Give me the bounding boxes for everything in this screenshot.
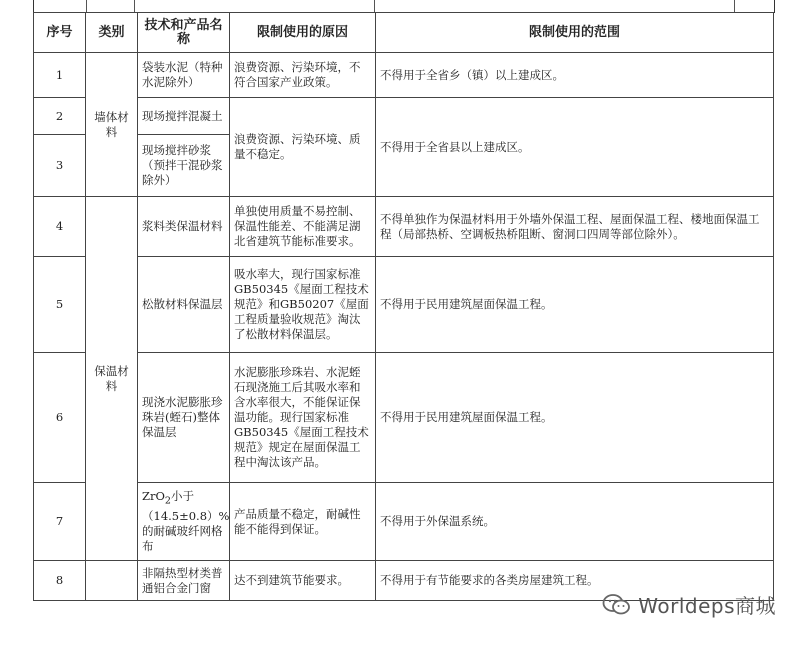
table-row [34, 197, 774, 257]
row-reason: 吸水率大，现行国家标准GB50345《屋面工程技术规范》和GB50207《屋面工程质量验收规范》淘汰了松散材料保温层。 [230, 257, 376, 353]
row-name: 松散材料保温层 [138, 257, 230, 353]
header-reason: 限制使用的原因 [230, 13, 376, 53]
table-row [34, 53, 774, 98]
row-name-suffix: 小于（14.5±0.8）%的耐碱玻纤网格布 [142, 489, 230, 553]
row-name [138, 483, 230, 561]
row-index: 3 [34, 135, 86, 197]
row-index: 1 [34, 53, 86, 98]
row-index: 8 [34, 561, 86, 601]
header-scope: 限制使用的范围 [376, 13, 774, 53]
restricted-products-table [33, 12, 774, 601]
watermark-text: Worldeps商城 [638, 594, 776, 618]
row-index: 6 [34, 353, 86, 483]
wechat-icon [602, 593, 632, 617]
row-name-subscript: 2 [164, 495, 172, 507]
row-scope: 不得用于全省县以上建成区。 [376, 98, 774, 197]
row-scope: 不得用于有节能要求的各类房屋建筑工程。 [376, 561, 774, 601]
row-name: 浆料类保温材料 [138, 197, 230, 257]
header-name: 技术和产品名称 [138, 13, 230, 53]
row-reason: 浪费资源、污染环境，不符合国家产业政策。 [230, 53, 376, 98]
row-scope: 不得单独作为保温材料用于外墙外保温工程、屋面保温工程、楼地面保温工程（局部热桥、空调板热桥阻断、窗洞口四周等部位除外）。 [376, 197, 774, 257]
row-scope: 不得用于外保温系统。 [376, 483, 774, 561]
row-reason: 浪费资源、污染环境、质量不稳定。 [230, 98, 376, 197]
row-reason: 单独使用质量不易控制、保温性能差、不能满足湖北省建筑节能标准要求。 [230, 197, 376, 257]
row-name-prefix: ZrO [142, 489, 165, 504]
row-index: 7 [34, 483, 86, 561]
category-wall: 墙体材料 [86, 53, 138, 197]
watermark [602, 590, 776, 619]
row-name: 现浇水泥膨胀珍珠岩(蛭石)整体保温层 [138, 353, 230, 483]
row-index: 2 [34, 98, 86, 135]
header-category: 类别 [86, 13, 138, 53]
row-name: 袋装水泥（特种水泥除外） [138, 53, 230, 98]
row-name: 非隔热型材类普通铝合金门窗 [138, 561, 230, 601]
category-insulation: 保温材料 [86, 197, 138, 561]
row-scope: 不得用于民用建筑屋面保温工程。 [376, 257, 774, 353]
row-reason: 达不到建筑节能要求。 [230, 561, 376, 601]
header-index: 序号 [34, 13, 86, 53]
row-name: 现场搅拌混凝土 [138, 98, 230, 135]
row-reason: 产品质量不稳定，耐碱性能不能得到保证。 [230, 483, 376, 561]
table-row [34, 353, 774, 483]
row-index: 5 [34, 257, 86, 353]
table-row [34, 483, 774, 561]
table-row [34, 98, 774, 135]
row-name: 现场搅拌砂浆（预拌干混砂浆除外） [138, 135, 230, 197]
category-empty [86, 561, 138, 601]
row-scope: 不得用于民用建筑屋面保温工程。 [376, 353, 774, 483]
row-reason: 水泥膨胀珍珠岩、水泥蛭石现浇施工后其吸水率和含水率很大，不能保证保温功能。现行国家标准GB50345《屋面工程技术规范》规定在屋面保温工程中淘汰该产品。 [230, 353, 376, 483]
row-index: 4 [34, 197, 86, 257]
row-scope: 不得用于全省乡（镇）以上建成区。 [376, 53, 774, 98]
table-header-row [34, 13, 774, 53]
table-row [34, 257, 774, 353]
